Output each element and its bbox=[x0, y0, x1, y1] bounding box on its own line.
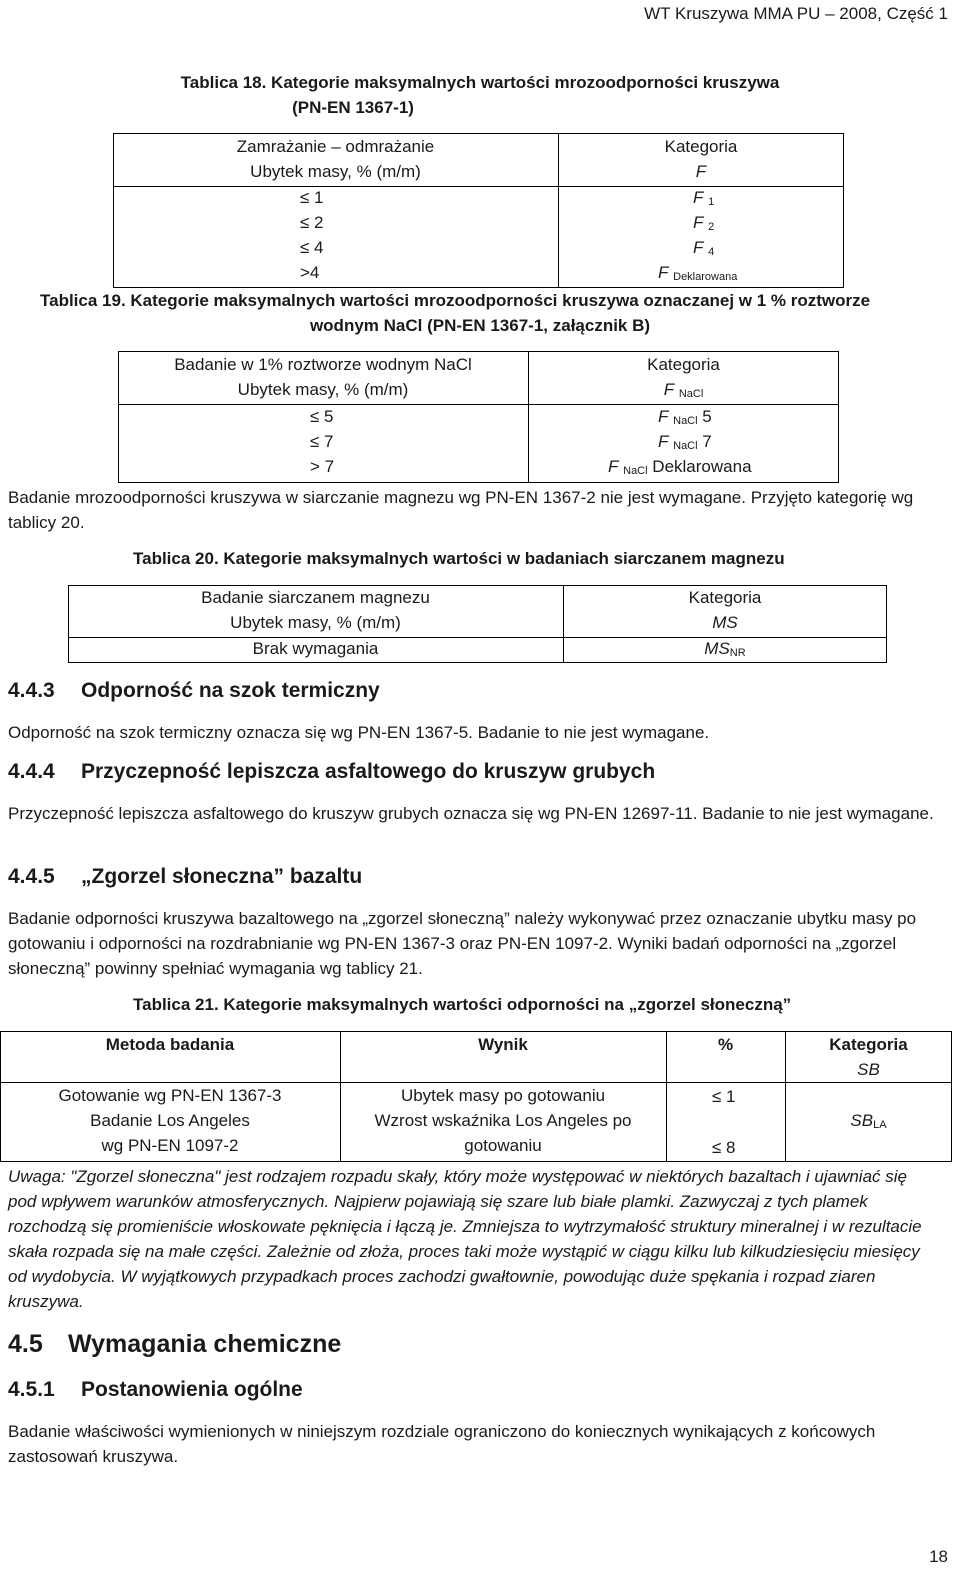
section-4-4-5-heading: 4.4.5 „Zgorzel słoneczna” bazaltu bbox=[8, 865, 363, 888]
table21-result-3: gotowaniu bbox=[464, 1136, 542, 1155]
table20-row-divider bbox=[68, 637, 887, 638]
table20-right-2: MS bbox=[712, 613, 738, 632]
table18-head-right-1: Kategoria bbox=[664, 137, 738, 156]
table21-category-value: SBLA bbox=[850, 1111, 887, 1131]
table18-title-line2: (PN-EN 1367-1) bbox=[292, 98, 414, 117]
table21-head-method: Metoda badania bbox=[105, 1035, 235, 1054]
table21-head-result: Wynik bbox=[478, 1035, 528, 1054]
table21-head-category-2: SB bbox=[857, 1060, 880, 1079]
table19-title-line2: wodnym NaCl (PN-EN 1367-1, załącznik B) bbox=[309, 316, 651, 335]
table18-head-right-2: F bbox=[695, 162, 707, 181]
table19-head-right-1: Kategoria bbox=[647, 355, 720, 374]
table18-category-col bbox=[658, 188, 844, 288]
table19-category: F NaCl Deklarowana bbox=[608, 457, 752, 477]
table21-percent-2: ≤ 8 bbox=[712, 1138, 736, 1157]
section-4-4-4-heading: 4.4.4 Przyczepność lepiszcza asfaltowego do kruszyw grubych bbox=[8, 760, 656, 783]
section-4-5-1-text: Badanie właściwości wymienionych w niniejszym rozdziale ograniczono do koniecznych wynikających z końcowych zastosowań kruszywa. bbox=[8, 1422, 876, 1466]
table18-head-left-2: Ubytek masy, % (m/m) bbox=[250, 162, 421, 181]
table19-value: > 7 bbox=[310, 457, 335, 476]
table20-left-2: Ubytek masy, % (m/m) bbox=[230, 613, 401, 632]
table19-value: ≤ 7 bbox=[310, 432, 334, 451]
table20-right-3: MSNR bbox=[704, 639, 746, 659]
table18-category: F Deklarowana bbox=[658, 263, 738, 283]
table21-result-1: Ubytek masy po gotowaniu bbox=[400, 1086, 606, 1105]
note-sunburn: Uwaga: "Zgorzel słoneczna" jest rodzajem rozpadu skały, który może występować w niektórych bazaltach i ujawniać się pod wpływem warunków atmosferycznych. Najpierw pojawiają się szare lub białe plamki. Zazwyczaj z tych plamek rozchodzą się promieniście włoskowate pęknięcia i łączą je. Zmniejsza to wytrzymałość struktury mineralnej i w rezultacie skała rozpada się na małe części. Zależnie od złoża, proces taki może wystąpić w ciągu kilku lub kilkudziesięciu miesięcy od wydobycia. W wyjątkowych przypadkach proces zachodzi gwałtownie, powodując duże spękania i rozpad ziaren kruszywa. bbox=[8, 1167, 922, 1311]
table19-category: F NaCl 5 bbox=[658, 407, 712, 427]
paragraph-magnesium-sulfate: Badanie mrozoodporności kruszywa w siarczanie magnezu wg PN-EN 1367-2 nie jest wymagane. Przyjęto kategorię wg tablicy 20. bbox=[8, 488, 914, 532]
page-number: 18 bbox=[929, 1547, 948, 1566]
table21-head-percent: % bbox=[717, 1035, 734, 1054]
table21-method-2: Badanie Los Angeles bbox=[90, 1111, 250, 1130]
table19-category: F NaCl 7 bbox=[658, 432, 712, 452]
table21-title: Tablica 21. Kategorie maksymalnych wartości odporności na „zgorzel słoneczną” bbox=[133, 995, 792, 1014]
table21-method-3: wg PN-EN 1097-2 bbox=[101, 1136, 239, 1155]
table18-title-line1: Tablica 18. Kategorie maksymalnych wartości mrozoodporności kruszywa bbox=[180, 73, 780, 92]
table18-value: >4 bbox=[300, 263, 320, 282]
section-4-4-5-text: Badanie odporności kruszywa bazaltowego na „zgorzel słoneczną” należy wykonywać przez oznaczanie ubytku masy po gotowaniu i odporności na rozdrabnianie wg PN-EN 1367-3 oraz PN-EN 1097-2. Wyniki badań odporności na „zgorzel słoneczną” powinny spełniać wymagania wg tablicy 21. bbox=[8, 909, 917, 978]
table21-method-1: Gotowanie wg PN-EN 1367-3 bbox=[58, 1086, 282, 1105]
table21-header-divider bbox=[0, 1082, 952, 1083]
table18-category: F 2 bbox=[693, 213, 715, 233]
section-4-5-1-heading: 4.5.1 Postanowienia ogólne bbox=[8, 1378, 303, 1401]
table19-header-divider bbox=[118, 404, 839, 405]
table18-head-left-1: Zamrażanie – odmrażanie bbox=[236, 137, 435, 156]
table19-head-right-2: F NaCl bbox=[663, 380, 704, 400]
table20-left-3: Brak wymagania bbox=[252, 639, 379, 658]
section-4-4-3-text: Odporność na szok termiczny oznacza się wg PN-EN 1367-5. Badanie to nie jest wymagane. bbox=[8, 723, 710, 742]
table18-value: ≤ 4 bbox=[300, 238, 324, 257]
table19-head-left-1: Badanie w 1% roztworze wodnym NaCl bbox=[174, 355, 472, 374]
table19-head-left-2: Ubytek masy, % (m/m) bbox=[237, 380, 409, 399]
table18-value: ≤ 2 bbox=[300, 213, 324, 232]
table21-head-category: Kategoria bbox=[829, 1035, 908, 1054]
table18-header-divider bbox=[113, 186, 844, 187]
table19-title-line1: Tablica 19. Kategorie maksymalnych wartości mrozoodporności kruszywa oznaczanej w 1 % roztworze bbox=[40, 291, 871, 310]
table20-left-1: Badanie siarczanem magnezu bbox=[201, 588, 430, 607]
table18-value: ≤ 1 bbox=[300, 188, 324, 207]
table19-value: ≤ 5 bbox=[310, 407, 334, 426]
table18-value-col bbox=[300, 188, 360, 288]
table18-category: F 1 bbox=[693, 188, 715, 208]
table18-category: F 4 bbox=[693, 238, 715, 258]
running-header: WT Kruszywa MMA PU – 2008, Część 1 bbox=[644, 4, 948, 23]
table20-right-1: Kategoria bbox=[688, 588, 762, 607]
table20-title: Tablica 20. Kategorie maksymalnych wartości w badaniach siarczanem magnezu bbox=[133, 549, 785, 568]
table19-value-col bbox=[310, 407, 370, 482]
section-4-5-heading: 4.5 Wymagania chemiczne bbox=[8, 1330, 342, 1358]
section-4-4-3-heading: 4.4.3 Odporność na szok termiczny bbox=[8, 679, 380, 702]
table19-category-col bbox=[608, 407, 839, 482]
section-4-4-4-text: Przyczepność lepiszcza asfaltowego do kruszyw grubych oznacza się wg PN-EN 12697-11. Badanie to nie jest wymagane. bbox=[8, 804, 934, 823]
table21-result-2: Wzrost wskaźnika Los Angeles po bbox=[374, 1111, 632, 1130]
table21-percent-1: ≤ 1 bbox=[712, 1087, 736, 1106]
